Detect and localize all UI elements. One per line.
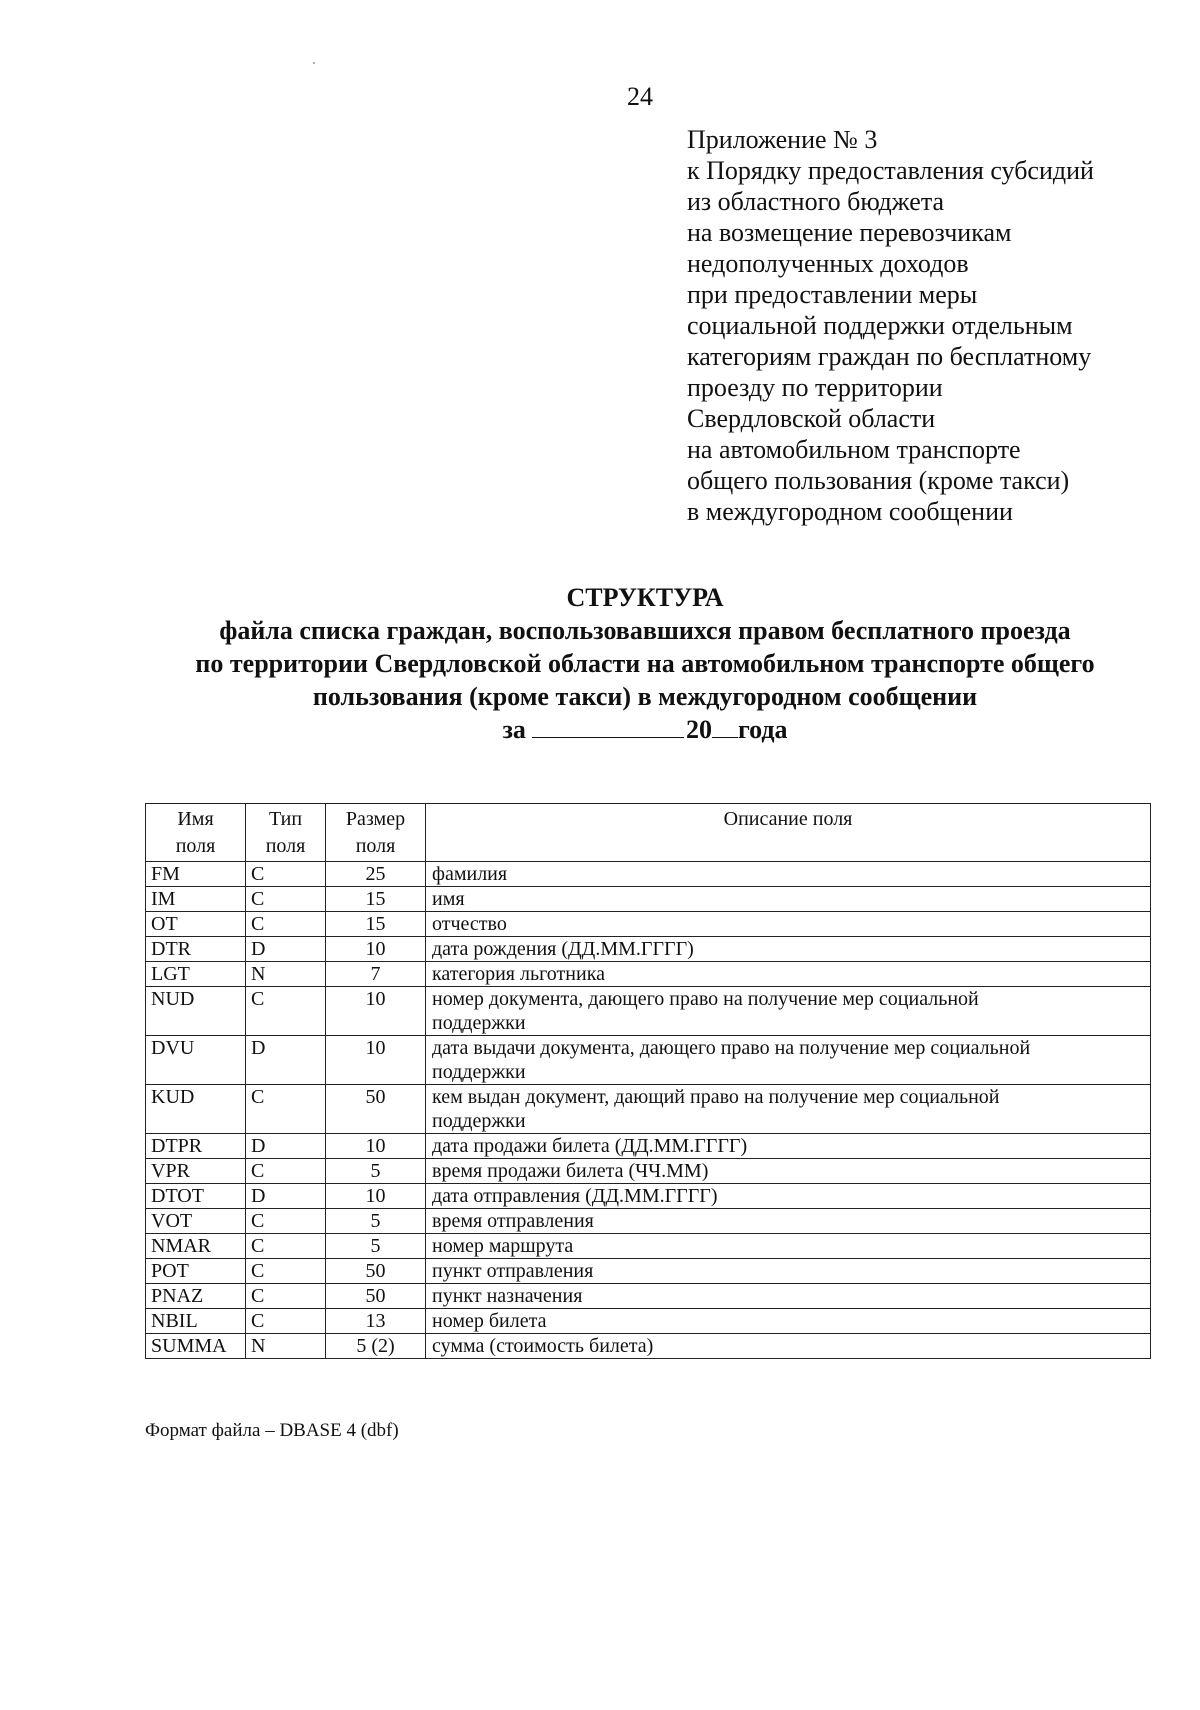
description-line: дата отправления (ДД.ММ.ГГГГ) — [432, 1185, 718, 1207]
annex-line: на возмещение перевозчикам — [687, 218, 1012, 247]
table-row — [146, 887, 1151, 912]
cell-field-type: D — [246, 1184, 326, 1209]
cell-field-type: C — [246, 1085, 326, 1134]
annex-block — [687, 124, 1187, 527]
cell-field-description — [426, 1209, 1151, 1234]
cell-field-name: DVU — [146, 1036, 246, 1085]
cell-field-description — [426, 1234, 1151, 1259]
cell-field-type: C — [246, 1284, 326, 1309]
table-row — [146, 1309, 1151, 1334]
cell-field-size: 5 — [326, 1209, 426, 1234]
cell-field-description — [426, 1085, 1151, 1134]
title-subtitle-line: по территории Свердловской области на автомобильном транспорте общего — [195, 649, 1095, 678]
cell-field-name: LGT — [146, 962, 246, 987]
cell-field-size: 50 — [326, 1085, 426, 1134]
description-line: дата выдачи документа, дающего право на получение мер социальной — [432, 1037, 1031, 1059]
cell-field-description — [426, 1036, 1151, 1085]
table-row — [146, 1159, 1151, 1184]
cell-field-description — [426, 1259, 1151, 1284]
cell-field-name: DTPR — [146, 1134, 246, 1159]
header-field-size — [326, 804, 426, 862]
description-line: время продажи билета (ЧЧ.ММ) — [432, 1160, 709, 1182]
cell-field-type: N — [246, 962, 326, 987]
cell-field-name: IM — [146, 887, 246, 912]
cell-field-size: 5 — [326, 1159, 426, 1184]
header-field-name — [146, 804, 246, 862]
description-line: категория льготника — [432, 963, 605, 985]
table-row — [146, 1234, 1151, 1259]
structure-table — [145, 803, 1151, 1359]
annex-line: социальной поддержки отдельным — [687, 311, 1073, 340]
table-row — [146, 962, 1151, 987]
description-line: отчество — [432, 913, 507, 935]
cell-field-type: C — [246, 887, 326, 912]
cell-field-type: C — [246, 1259, 326, 1284]
cell-field-description — [426, 1309, 1151, 1334]
description-line: номер билета — [432, 1310, 547, 1332]
table-row — [146, 862, 1151, 887]
header-field-description — [426, 804, 1151, 862]
table-body — [146, 862, 1151, 1359]
description-line: время отправления — [432, 1210, 594, 1232]
description-line: пункт назначения — [432, 1285, 583, 1307]
description-line: сумма (стоимость билета) — [432, 1335, 654, 1357]
table-row — [146, 1284, 1151, 1309]
description-line: дата рождения (ДД.ММ.ГГГГ) — [432, 938, 694, 960]
cell-field-type: C — [246, 912, 326, 937]
annex-line: проезду по территории — [687, 373, 943, 402]
file-format-note: Формат файла – DBASE 4 (dbf) — [145, 1420, 399, 1441]
header-text: поля — [355, 835, 396, 857]
annex-line: Свердловской области — [687, 404, 936, 433]
description-line: кем выдан документ, дающий право на получение мер социальной — [432, 1086, 1000, 1108]
cell-field-type: N — [246, 1334, 326, 1359]
cell-field-name: VOT — [146, 1209, 246, 1234]
table-row — [146, 1209, 1151, 1234]
table-row — [146, 937, 1151, 962]
cell-field-size: 50 — [326, 1259, 426, 1284]
description-line: поддержки — [432, 1110, 526, 1132]
period-suffix: года — [737, 715, 788, 744]
annex-line: категориям граждан по бесплатному — [687, 342, 1092, 371]
table-row — [146, 1085, 1151, 1134]
cell-field-name: NMAR — [146, 1234, 246, 1259]
cell-field-name: DTR — [146, 937, 246, 962]
cell-field-description — [426, 1159, 1151, 1184]
cell-field-description — [426, 1284, 1151, 1309]
cell-field-description — [426, 887, 1151, 912]
table-header-row — [146, 804, 1151, 862]
cell-field-size: 25 — [326, 862, 426, 887]
cell-field-name: DTOT — [146, 1184, 246, 1209]
cell-field-type: D — [246, 1134, 326, 1159]
header-text: Имя — [177, 808, 214, 830]
cell-field-type: C — [246, 1209, 326, 1234]
cell-field-type: C — [246, 987, 326, 1036]
description-line: фамилия — [432, 863, 508, 885]
annex-line: в междугородном сообщении — [687, 497, 1013, 526]
table-row — [146, 912, 1151, 937]
cell-field-type: C — [246, 1234, 326, 1259]
cell-field-size: 10 — [326, 1184, 426, 1209]
cell-field-name: VPR — [146, 1159, 246, 1184]
header-text: поля — [265, 835, 306, 857]
title-subtitle-line: файла списка граждан, воспользовавшихся правом бесплатного проезда — [219, 616, 1071, 645]
cell-field-size: 7 — [326, 962, 426, 987]
cell-field-type: D — [246, 937, 326, 962]
description-line: имя — [432, 888, 465, 910]
cell-field-description — [426, 962, 1151, 987]
cell-field-type: C — [246, 862, 326, 887]
cell-field-size: 10 — [326, 1134, 426, 1159]
description-line: номер маршрута — [432, 1235, 574, 1257]
cell-field-size: 5 (2) — [326, 1334, 426, 1359]
description-line: номер документа, дающего право на получение мер социальной — [432, 988, 979, 1010]
title-subtitle — [0, 614, 1200, 713]
cell-field-name: POT — [146, 1259, 246, 1284]
cell-field-size: 5 — [326, 1234, 426, 1259]
period-year: 20 — [685, 715, 712, 744]
cell-field-size: 15 — [326, 912, 426, 937]
cell-field-name: SUMMA — [146, 1334, 246, 1359]
annex-line: общего пользования (кроме такси) — [687, 466, 1070, 495]
cell-field-size: 10 — [326, 1036, 426, 1085]
cell-field-name: KUD — [146, 1085, 246, 1134]
cell-field-name: NBIL — [146, 1309, 246, 1334]
header-field-type — [246, 804, 326, 862]
table-row — [146, 1134, 1151, 1159]
header-text: Описание поля — [723, 808, 853, 830]
cell-field-name: FM — [146, 862, 246, 887]
annex-line: на автомобильном транспорте — [687, 435, 1021, 464]
cell-field-name: NUD — [146, 987, 246, 1036]
cell-field-description — [426, 1134, 1151, 1159]
annex-line: к Порядку предоставления субсидий — [687, 156, 1094, 185]
cell-field-size: 10 — [326, 937, 426, 962]
title-heading: СТРУКТУРА — [566, 583, 724, 612]
document-title — [0, 581, 1200, 746]
cell-field-name: PNAZ — [146, 1284, 246, 1309]
cell-field-size: 13 — [326, 1309, 426, 1334]
cell-field-size: 15 — [326, 887, 426, 912]
cell-field-type: C — [246, 1159, 326, 1184]
table-row — [146, 1334, 1151, 1359]
header-text: поля — [175, 835, 216, 857]
header-text: Размер — [345, 808, 406, 830]
title-period — [0, 713, 1200, 746]
cell-field-description — [426, 862, 1151, 887]
header-text: Тип — [268, 808, 303, 830]
cell-field-type: D — [246, 1036, 326, 1085]
table-row — [146, 1259, 1151, 1284]
cell-field-type: C — [246, 1309, 326, 1334]
period-blank-line — [532, 717, 684, 738]
cell-field-size: 10 — [326, 987, 426, 1036]
cell-field-name: OT — [146, 912, 246, 937]
description-line: пункт отправления — [432, 1260, 594, 1282]
cell-field-description — [426, 937, 1151, 962]
scan-speck — [313, 62, 315, 64]
annex-line: недополученных доходов — [687, 249, 969, 278]
annex-line: при предоставлении меры — [687, 280, 978, 309]
period-year-blank — [712, 717, 738, 738]
title-subtitle-line: пользования (кроме такси) в междугородном сообщении — [312, 682, 978, 711]
cell-field-description — [426, 1334, 1151, 1359]
period-prefix: за — [502, 715, 526, 744]
page-number: 24 — [627, 82, 653, 111]
cell-field-size: 50 — [326, 1284, 426, 1309]
cell-field-description — [426, 912, 1151, 937]
cell-field-description — [426, 1184, 1151, 1209]
table-row — [146, 1036, 1151, 1085]
description-line: поддержки — [432, 1012, 526, 1034]
cell-field-description — [426, 987, 1151, 1036]
annex-line: из областного бюджета — [687, 187, 945, 216]
annex-line: Приложение № 3 — [687, 125, 878, 154]
table-row — [146, 987, 1151, 1036]
description-line: поддержки — [432, 1061, 526, 1083]
table-row — [146, 1184, 1151, 1209]
description-line: дата продажи билета (ДД.ММ.ГГГГ) — [432, 1135, 748, 1157]
